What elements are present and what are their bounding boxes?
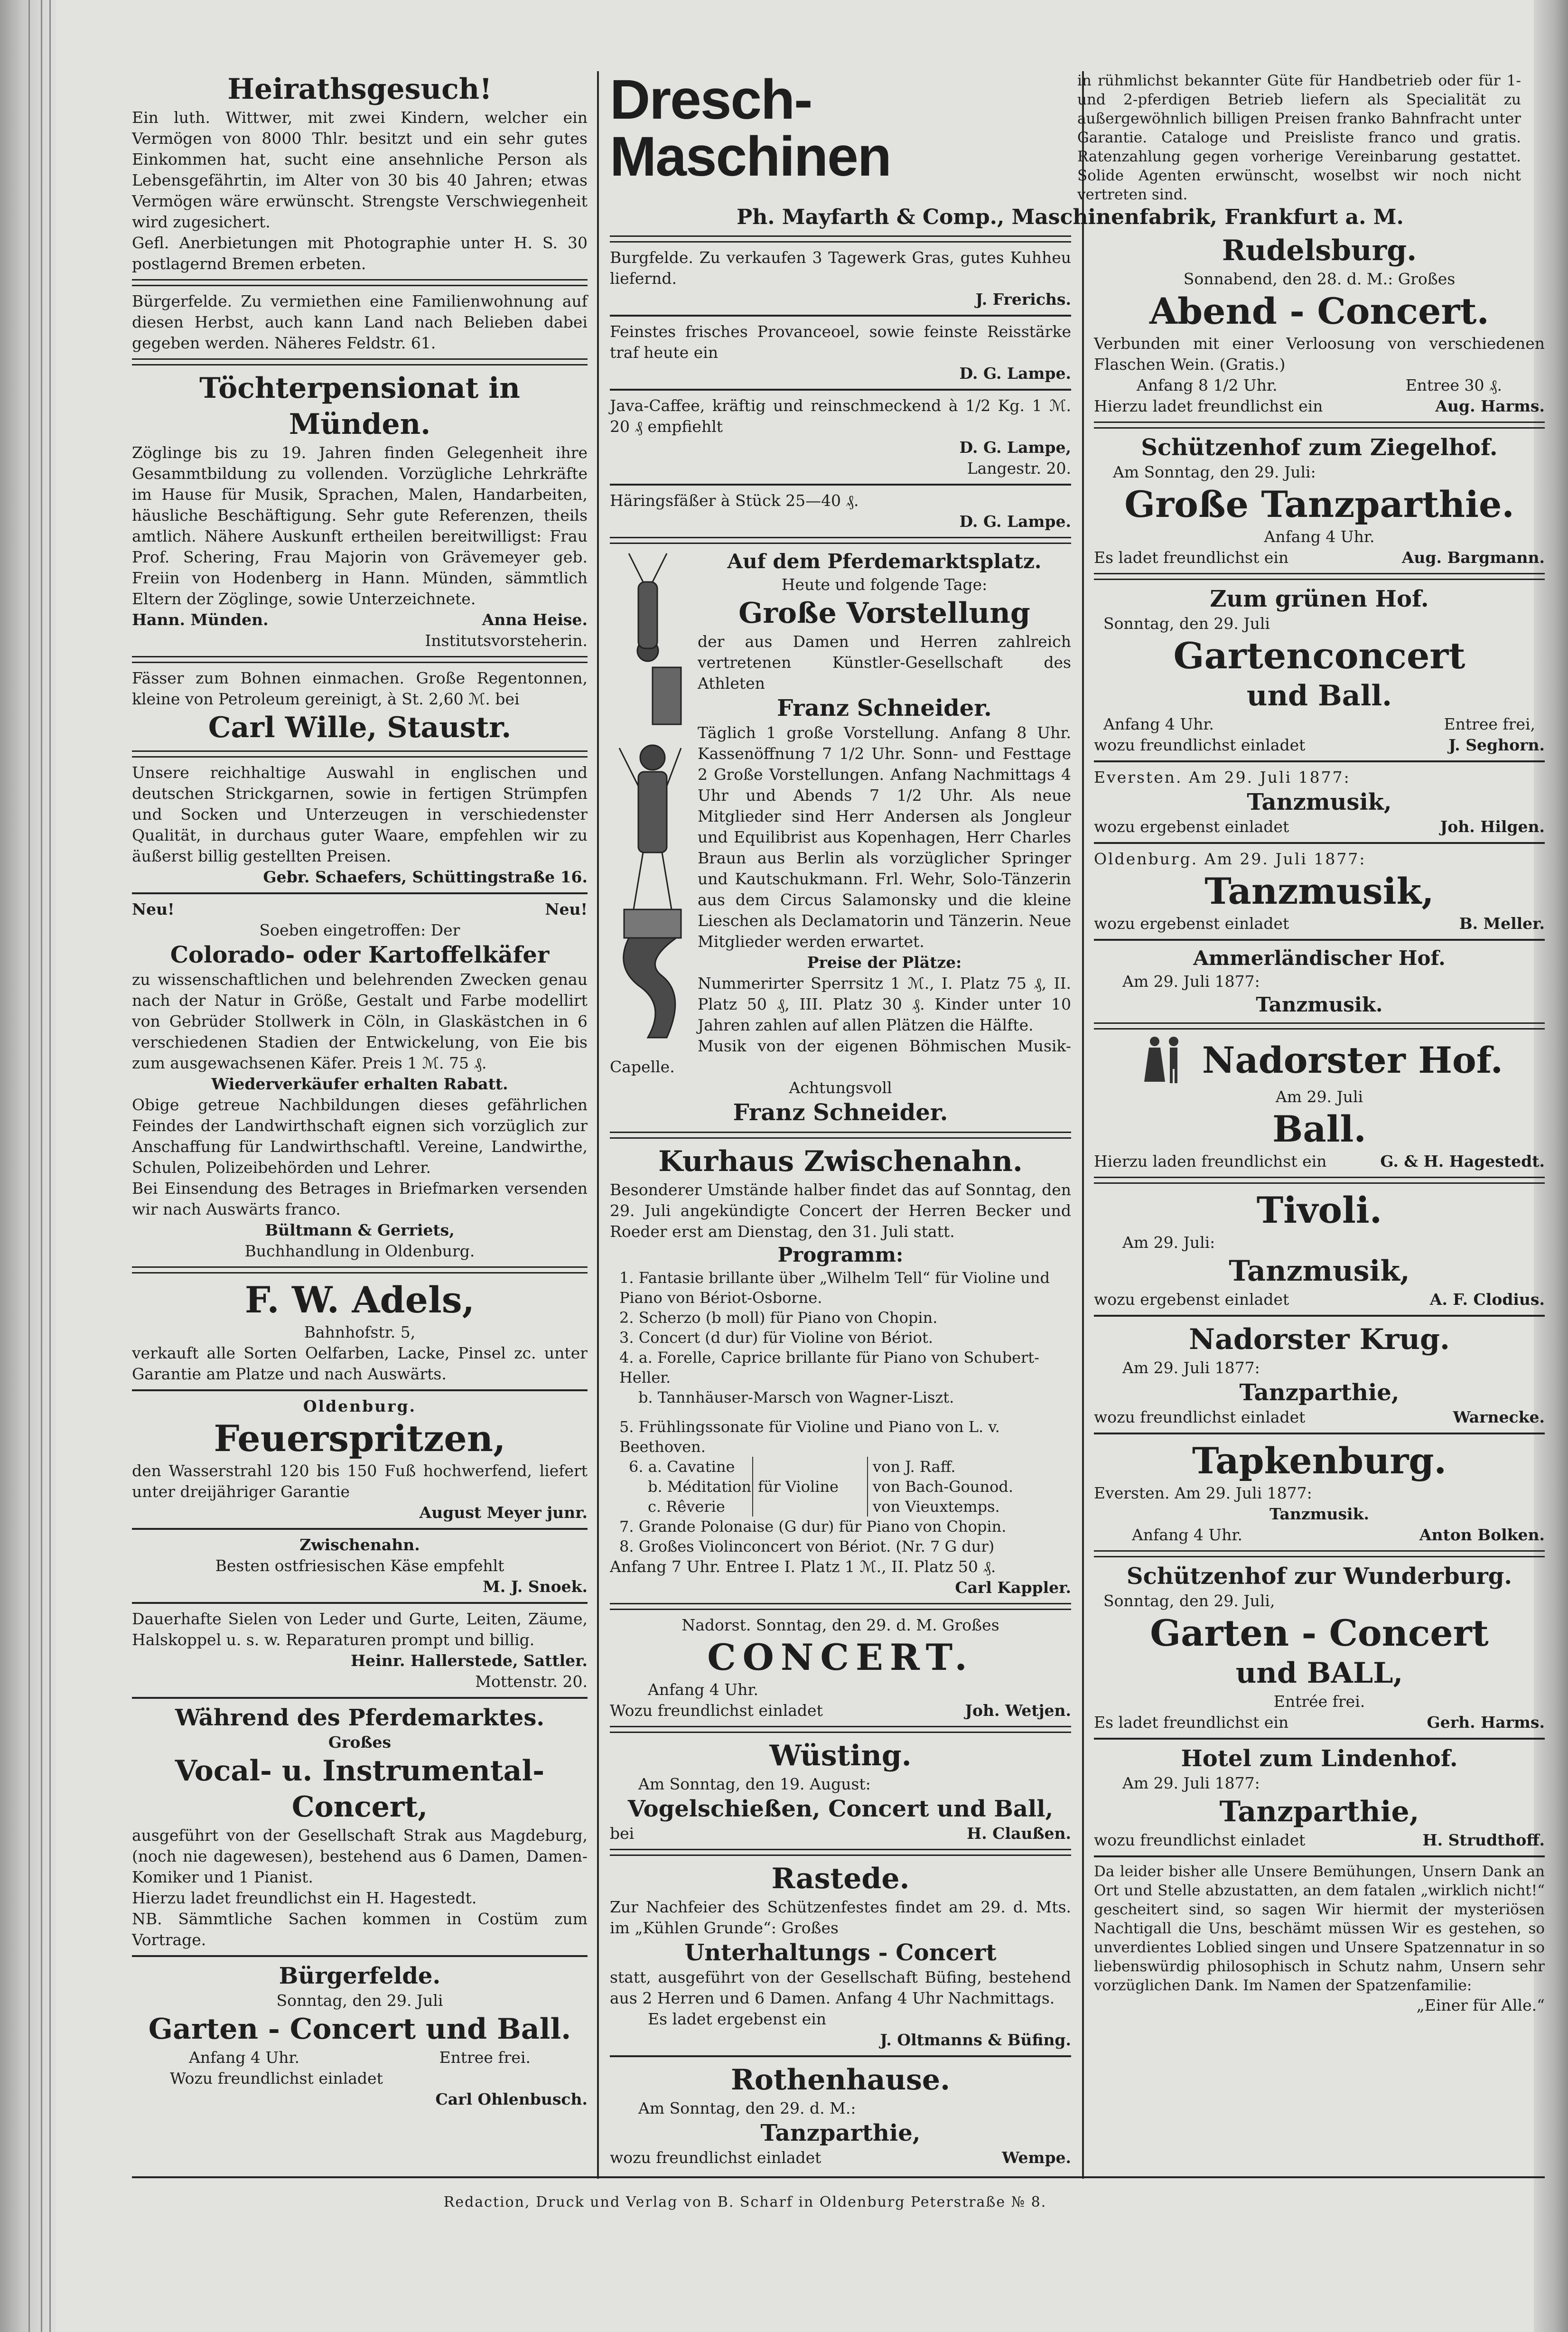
ad-body: in rühmlichst bekannter Güte für Handbetrieb oder für 1- und 2-pferdigen Betrieb liefern als Specialität zu außergewöhnlich billigen Preisen franko Bahnfracht unter Garantie. Cataloge und Preisliste franco und gratis. Ratenzahlung gegen vorherige Vereinbarung gestattet. Solide Agenten erwünscht, woselbst wir noch nicht vertreten sind. (1077, 72, 1521, 203)
ad-ziegelhof (1094, 433, 1545, 568)
program-list (610, 1268, 1071, 1556)
imprint-footer: Redaction, Druck und Verlag von B. Scharf in Oldenburg Peterstraße № 8. (443, 2194, 1047, 2210)
ad-title: Tanzmusik. (1256, 993, 1383, 1016)
ad-ammerland (1094, 946, 1545, 1018)
ad-title: Große Vorstellung (738, 597, 1030, 630)
ad-title: Tanzmusik. (1269, 1505, 1369, 1523)
ad-body: verkauft alle Sorten Oelfarben, Lacke, Pinsel zc. unter Garantie am Platze und nach Auswärts. (132, 1344, 588, 1383)
ad-body: Besonderer Umstände halber findet das auf Sonntag, den 29. Juli angekündigte Concert der Herren Becker und Roeder erst am Dienstag, den 31. Juli statt. (610, 1180, 1071, 1241)
ad-date: Sonntag, den 29. Juli (276, 1991, 443, 2010)
ad-signature: Anna Heise. (482, 610, 588, 629)
ad-address: Langestr. 20. (967, 459, 1071, 478)
ad-signature: H. Claußen. (967, 1824, 1071, 1843)
ad-invite: wozu freundlichst einladet (610, 2148, 821, 2167)
ad-faesser (132, 668, 588, 746)
ad-body: Zöglinge bis zu 19. Jahren finden Gelegenheit ihre Gesammtbildung zu vollenden. Vorzügliche Lehrkräfte im Hause für Musik, Sprachen, Malen, Handarbeiten, häusliche Beschäftigung. Sehr gute Referenzen, theils amtlich. Nähere Auskunft ertheilen bereitwilligst: Frau Prof. Schering, Frau Majorin von Grävemeyer geb. Freiin von Hodenberg in Hann. Münden, sämmtlich Eltern der Zöglinge, sowie Unterzeichnete. (132, 443, 588, 608)
ad-title: Ball. (1272, 1108, 1366, 1150)
ad-signature: Gerh. Harms. (1427, 1713, 1545, 1732)
ad-entry: Entree 30 ₰. (1405, 376, 1502, 394)
column-divider (1082, 71, 1084, 2179)
footer-rule (132, 2176, 1545, 2178)
ad-prices-title: Preise der Plätze: (807, 953, 962, 972)
ad-date: Sonnabend, den 28. d. M.: Großes (1183, 270, 1456, 288)
ad-date: Sonntag, den 29. Juli (1103, 614, 1270, 633)
ad-entry: Entree frei, (1444, 715, 1535, 733)
ad-nadorster-hof (1094, 1034, 1545, 1172)
ad-role: Institutsvorsteherin. (425, 631, 588, 650)
ad-place: Zwischenahn. (299, 1536, 420, 1554)
ad-title: Tivoli. (1256, 1189, 1382, 1231)
ad-title: Gartenconcert (1173, 635, 1465, 677)
ad-title: Heirathsgesuch! (227, 73, 492, 106)
ad-title: und Ball. (1246, 679, 1392, 712)
ad-signature: Gebr. Schaefers, Schüttingstraße 16. (263, 868, 588, 886)
ad-title: Zum grünen Hof. (1210, 586, 1429, 612)
ad-invite: Hierzu ladet freundlichst ein (1094, 397, 1323, 415)
ad-title: Nadorster Hof. (1202, 1039, 1503, 1081)
ad-title: Garten - Concert (1150, 1612, 1489, 1654)
ad-body: Ein luth. Wittwer, mit zwei Kindern, welcher ein Vermögen von 8000 Thlr. besitzt und ein sehr gutes Einkommen hat, sucht eine ansehnliche Person als Lebensgefährtin, im Alter von 30 bis 40 Jahren; etwas Vermögen wäre erwünscht. Strengste Verschwiegenheit wird zugesichert. (132, 108, 588, 231)
ad-invite: wozu freundlichst einladet (1094, 1831, 1306, 1849)
ad-title: Hotel zum Lindenhof. (1181, 1745, 1458, 1772)
ad-schaefers (132, 762, 588, 888)
ad-invite: wozu ergebenst einladet (1094, 1290, 1289, 1309)
ad-kurhaus (610, 1143, 1071, 1598)
ad-signature: Aug. Bargmann. (1401, 548, 1545, 567)
ad-signature: Anton Bolken. (1419, 1526, 1545, 1544)
ad-signature: H. Strudthoff. (1422, 1831, 1545, 1849)
neu-label: Neu! (132, 900, 175, 918)
ad-schneider (610, 549, 1071, 1127)
ad-body: Dauerhafte Sielen von Leder und Gurte, Leiten, Zäume, Halskoppel u. s. w. Reparaturen prompt und billig. (132, 1610, 588, 1649)
ad-start: Anfang 4 Uhr. (648, 1680, 759, 1699)
ad-title: Garten - Concert und Ball. (148, 2013, 571, 2046)
ad-body: den Wasserstrahl 120 bis 150 Fuß hochwerfend, liefert unter dreijähriger Garantie (132, 1461, 588, 1501)
column-1 (132, 71, 588, 2110)
ad-signature: A. F. Clodius. (1429, 1290, 1545, 1309)
ad-head: Eversten. Am 29. Juli 1877: (1094, 768, 1351, 787)
ad-date: Am 29. Juli: (1122, 1233, 1215, 1252)
column-3 (1094, 233, 1545, 2016)
ad-date: Am 29. Juli (1275, 1087, 1363, 1106)
ad-head: Oldenburg. Am 29. Juli 1877: (1094, 850, 1366, 868)
program-item: von Bach-Gounod. (873, 1478, 1014, 1496)
ad-invite: wozu freundlichst einladet (1094, 736, 1306, 754)
program-item: 6. a. Cavatine (629, 1458, 735, 1476)
ad-title: Rothenhause. (731, 2063, 950, 2097)
ad-title: F. W. Adels, (244, 1279, 475, 1321)
ad-title: Tanzmusik, (1204, 870, 1434, 912)
ad-signature: D. G. Lampe. (959, 364, 1071, 383)
ad-invite: Es ladet freundlichst ein (1094, 1713, 1289, 1732)
ad-body: Häringsfäßer à Stück 25—40 ₰. (610, 491, 859, 510)
ad-title: Große Tanzparthie. (1124, 483, 1514, 525)
ad-entry: Entree frei. (439, 2048, 531, 2067)
ad-title: Tanzparthie, (1219, 1795, 1419, 1828)
ad-invite: wozu ergebenst einladet (1094, 914, 1289, 933)
ad-date: Am 29. Juli 1877: (1122, 972, 1260, 991)
ad-hallerstede (132, 1609, 588, 1692)
ad-heirathsgesuch (132, 71, 588, 274)
ad-start: Anfang 4 Uhr. (189, 2048, 300, 2067)
program-title: Programm: (777, 1243, 904, 1266)
ad-lampe-caffee (610, 395, 1071, 479)
ad-head: Eversten. Am 29. Juli 1877: (1094, 1484, 1312, 1502)
ad-sub: Großes (328, 1733, 392, 1751)
ad-title: Kurhaus Zwischenahn. (658, 1145, 1023, 1178)
ad-intro: Soeben eingetroffen: Der (259, 921, 460, 939)
ad-body: Unsere reichhaltige Auswahl in englischen und deutschen Strickgarnen, sowie in fertigen Strümpfen und Socken und Unterzeugen in verschiedenster Qualität, in durchaus guter Waare, empfehlen wir zu äußerst billig gestellten Preisen. (132, 763, 588, 865)
ad-signature: J. Oltmanns & Büfing. (880, 2031, 1071, 2049)
ad-wunderburg (1094, 1562, 1545, 1733)
ad-toechterpensionat (132, 370, 588, 651)
program-item: 1. Fantasie brillante über „Wilhelm Tell“ für Violine und Piano von Bériot-Osborne. (619, 1269, 1050, 1307)
ad-invite: Wozu freundlichst einladet (610, 1701, 823, 1720)
ad-body: Feinstes frisches Provanceoel, sowie feinste Reisstärke traf heute ein (610, 322, 1071, 362)
ad-signature: Carl Ohlenbusch. (435, 2090, 588, 2108)
ad-signature: Warnecke. (1453, 1408, 1545, 1426)
ad-colorado (132, 899, 588, 1262)
ad-feuerspritzen (132, 1396, 588, 1523)
ad-signature: B. Meller. (1459, 914, 1545, 933)
ad-gruener-hof (1094, 585, 1545, 756)
ad-invite: wozu freundlichst einladet (1094, 1408, 1306, 1426)
ad-rudelsburg (1094, 233, 1545, 417)
neu-label: Neu! (545, 900, 588, 918)
ad-oldenburg-tanz (1094, 849, 1545, 934)
ad-body: Burgfelde. Zu verkaufen 3 Tagewerk Gras, gutes Kuhheu liefernd. (610, 248, 1071, 288)
ad-lampe-oel (610, 321, 1071, 384)
ad-lampe-haering (610, 490, 1071, 532)
ad-vocal-concert (132, 1704, 588, 1950)
ad-sub: Heute und folgende Tage: (781, 575, 988, 594)
ad-title: Tanzmusik, (1247, 789, 1392, 815)
ad-title: CONCERT. (707, 1636, 974, 1678)
dancing-couple-icon (1136, 1034, 1193, 1086)
ad-title: Concert, (291, 1790, 428, 1824)
ad-title: Wüsting. (769, 1739, 912, 1772)
program-item: b. Méditation (648, 1478, 752, 1496)
ad-date: Am Sonntag, den 19. August: (638, 1775, 871, 1793)
ad-title: Rastede. (771, 1862, 910, 1895)
ad-title: Rudelsburg. (1222, 234, 1417, 267)
ad-signature: M. J. Snoek. (483, 1577, 588, 1596)
ad-tivoli (1094, 1189, 1545, 1310)
ad-body: Fässer zum Bohnen einmachen. Große Regentonnen, kleine von Petroleum gereinigt, à St. 2,60 ℳ. bei (132, 669, 588, 708)
program-item: 3. Concert (d dur) für Violine von Bériot. (619, 1329, 933, 1347)
ad-body: Gefl. Anerbietungen mit Photographie unter H. S. 30 postlagernd Bremen erbeten. (132, 234, 588, 273)
ad-signature: D. G. Lampe. (959, 512, 1071, 531)
ad-signature: Joh. Hilgen. (1440, 817, 1545, 836)
ad-signature: Aug. Harms. (1435, 397, 1545, 415)
column-divider (597, 71, 599, 2179)
ad-signature: Bültmann & Gerriets, (265, 1221, 455, 1239)
ad-place: Hann. Münden. (132, 610, 269, 629)
ad-body: Täglich 1 große Vorstellung. Anfang 8 Uhr. Kassenöffnung 7 1/2 Uhr. Sonn- und Festtage 2 Große Vorstellungen. Anfang Nachmittags 4 Uhr und Abends 7 1/2 Uhr. Als neue Mitglieder sind Herr Andersen als Jongleur und Equilibrist aus Kopenhagen, Herr Charles Braun aus Berlin als vorzüglicher Springer und Kautschukmann. Frl. Wehr, Solo-Tänzerin aus dem Circus Salamonsky und die kleine Lieschen als Declamatorin und Tänzerin. Neue Mitglieder werden erwartet. (698, 723, 1071, 951)
ad-signature: Ph. Mayfarth & Comp., Maschinenfabrik, Frankfurt a. M. (737, 205, 1404, 229)
ad-nadorster-krug (1094, 1321, 1545, 1428)
program-item: von J. Raff. (873, 1458, 956, 1476)
ad-eversten (1094, 767, 1545, 837)
program-item: von Vieuxtemps. (873, 1498, 1000, 1516)
ad-title: Dresch-Maschinen (610, 68, 891, 188)
ad-signature: Buchhandlung in Oldenburg. (244, 1242, 475, 1260)
ad-place: Oldenburg. (303, 1397, 417, 1415)
ad-body: Da leider bisher alle Unsere Bemühungen, Unsern Dank an Ort und Stelle abzustatten, an dem fatalen „wirklich nicht!“ gescheitert sind, so sagen Wir hiermit der mysteriösen Nachtigall die Uns, beschämt müssen Wir es gestehen, so unverdientes Loblied singen und Unsere Spatzennatur in so liebenswürdig philosophisch in Schutz nahm, Unsern sehr vorzüglichen Dank. Im Namen der Spatzenfamilie: (1094, 1863, 1545, 1994)
ad-title: Unterhaltungs - Concert (684, 1939, 997, 1966)
ad-spatzen (1094, 1862, 1545, 2016)
ad-title: Tanzparthie, (1239, 1379, 1400, 1406)
ad-invite: Es ladet freundlichst ein (1094, 548, 1289, 567)
ad-entry: Entrée frei. (1273, 1692, 1365, 1711)
ad-body: Bürgerfelde. Zu vermiethen eine Familienwohnung auf diesen Herbst, auch kann Land nach Belieben dabei gegeben werden. Näheres Feldstr. 61. (132, 292, 588, 352)
ad-invite: Es ladet ergebenst ein (648, 2010, 827, 2028)
ad-invite: wozu ergebenst einladet (1094, 817, 1289, 836)
ad-title: Ammerländischer Hof. (1193, 946, 1446, 970)
ad-signature: Carl Kappler. (955, 1578, 1071, 1597)
program-item: 4. a. Forelle, Caprice brillante für Piano von Schubert-Heller. (619, 1349, 1039, 1386)
ad-lindenhof (1094, 1744, 1545, 1851)
ad-signature: J. Frerichs. (975, 290, 1071, 309)
ad-signature: „Einer für Alle.“ (1416, 1996, 1545, 2014)
ad-title: Vocal- u. Instrumental- (175, 1754, 545, 1788)
ad-signature: August Meyer junr. (419, 1503, 588, 1522)
ad-signature: Wempe. (1002, 2148, 1071, 2167)
ad-title: Vogelschießen, Concert und Ball, (627, 1796, 1054, 1822)
ad-signature: Franz Schneider. (733, 1099, 948, 1126)
ad-rabatt: Wiederverkäufer erhalten Rabatt. (211, 1075, 508, 1093)
ad-signature: J. Seghorn. (1448, 736, 1545, 754)
program-item: 7. Grande Polonaise (G dur) für Piano von Chopin. (619, 1517, 1007, 1536)
program-item: 5. Frühlingssonate für Violine und Piano von L. v. Beethoven. (619, 1418, 1000, 1456)
ad-title: Tanzmusik, (1229, 1255, 1410, 1288)
ad-date: Am Sonntag, den 29. Juli: (1113, 463, 1316, 481)
acrobat-illustration (610, 549, 693, 1042)
ad-invite: Wozu freundlichst einladet (170, 2069, 383, 2088)
ad-title: Feuerspritzen, (214, 1417, 506, 1460)
ad-adels (132, 1278, 588, 1385)
ad-body: NB. Sämmtliche Sachen kommen in Costüm zum Vortrage. (132, 1910, 588, 1949)
ad-buergerfelde-wohnung (132, 291, 588, 354)
program-item: c. Rêverie (648, 1498, 725, 1516)
ad-respect: Achtungsvoll (789, 1078, 892, 1097)
ad-invite: Hierzu laden freundlichst ein (1094, 1152, 1327, 1171)
ad-dresch-maschinen (610, 68, 1559, 231)
ad-pre: bei (610, 1824, 635, 1843)
ad-body: Obige getreue Nachbildungen dieses gefährlichen Feindes der Landwirthschaft eignen sich vorzüglich zur Anschaffung für Landwirthschaftl. Vereine, Landwirthe, Schulen, Polizeibehörden und Lehrer. (132, 1096, 588, 1177)
ad-title: Töchterpensionat in Münden. (199, 372, 520, 441)
ad-signature: Heinr. Hallerstede, Sattler. (351, 1651, 588, 1670)
ad-date: Am 29. Juli 1877: (1122, 1358, 1260, 1377)
ad-nadorst-concert (610, 1615, 1071, 1721)
ad-burgfelde (610, 247, 1071, 310)
ad-rastede (610, 1861, 1071, 2051)
program-item: 8. Großes Violinconcert von Bériot. (Nr. 7 G dur) (619, 1537, 995, 1555)
ad-zwischenahn-kaese (132, 1535, 588, 1597)
ad-title: Abend - Concert. (1149, 290, 1489, 332)
ad-name: Carl Wille, Staustr. (208, 711, 512, 744)
ad-body: Bei Einsendung des Betrages in Briefmarken versenden wir nach Auswärts franco. (132, 1179, 588, 1218)
ad-start: Anfang 8 1/2 Uhr. (1137, 376, 1278, 394)
ad-address: Mottenstr. 20. (475, 1672, 588, 1691)
ad-date: Am 29. Juli 1877: (1122, 1774, 1260, 1792)
ad-title: Nadorster Krug. (1189, 1323, 1450, 1356)
ad-signature: Joh. Wetjen. (965, 1701, 1071, 1720)
ad-body: der aus Damen und Herren zahlreich vertretenen Künstler-Gesellschaft des Athleten (698, 632, 1071, 693)
ad-title: Tapkenburg. (1192, 1440, 1447, 1482)
ad-prices: Nummerirter Sperrsitz 1 ℳ., I. Platz 75 ₰, II. Platz 50 ₰, III. Platz 30 ₰. Kinder unter 10 Jahren zahlen auf allen Plätzen die Hälfte. (698, 974, 1071, 1034)
ad-body: statt, ausgeführt von der Gesellschaft Büfing, bestehend aus 2 Herren und 6 Damen. Anfang 4 Uhr Nachmittags. (610, 1968, 1071, 2007)
ad-title: und BALL, (1235, 1657, 1403, 1690)
ad-title: Bürgerfelde. (279, 1963, 441, 1989)
ad-address: Bahnhofstr. 5, (304, 1323, 416, 1341)
ad-name: Franz Schneider. (777, 695, 992, 721)
ad-title: Auf dem Pferdemarktsplatz. (727, 550, 1042, 573)
ad-title: Schützenhof zur Wunderburg. (1126, 1563, 1512, 1590)
ad-title: Während des Pferdemarktes. (175, 1705, 545, 1731)
ad-date: Sonntag, den 29. Juli, (1103, 1592, 1275, 1610)
ad-date: Am Sonntag, den 29. d. M.: (638, 2099, 856, 2117)
ad-tapkenburg (1094, 1439, 1545, 1545)
ad-head: Nadorst. Sonntag, den 29. d. M. Großes (681, 1616, 999, 1634)
program-item: 2. Scherzo (b moll) für Piano von Chopin. (619, 1309, 938, 1327)
ad-rothenhause (610, 2062, 1071, 2168)
ad-body: Zur Nachfeier des Schützenfestes findet am 29. d. Mts. im „Kühlen Grunde“: Großes (610, 1898, 1071, 1937)
ad-buergerfelde-concert (132, 1962, 588, 2110)
ad-signature: D. G. Lampe, (959, 438, 1071, 457)
ad-title: Colorado- oder Kartoffelkäfer (170, 942, 550, 968)
ad-start: Anfang 4 Uhr. (1264, 527, 1375, 546)
ad-start: Anfang 4 Uhr. (1103, 715, 1214, 733)
ad-title: Schützenhof zum Ziegelhof. (1141, 434, 1498, 461)
ad-entry: Anfang 7 Uhr. Entree I. Platz 1 ℳ., II. Platz 50 ₰. (610, 1557, 996, 1576)
ad-body: Besten ostfriesischen Käse empfehlt (215, 1556, 504, 1575)
program-item: für Violine (752, 1457, 868, 1517)
ad-music: Musik von der eigenen Böhmischen Musik-Capelle. (610, 1037, 1071, 1076)
program-item: b. Tannhäuser-Marsch von Wagner-Liszt. (638, 1388, 954, 1406)
ad-body: Java-Caffee, kräftig und reinschmeckend à 1/2 Kg. 1 ℳ. 20 ₰ empfiehlt (610, 396, 1071, 436)
ad-body: Hierzu ladet freundlichst ein H. Hagestedt. (132, 1889, 477, 1907)
ad-body: zu wissenschaftlichen und belehrenden Zwecken genau nach der Natur in Größe, Gestalt und Farbe modellirt von Gebrüder Stollwerk in Cöln, in Glaskästchen in 6 verschiedenen Stadien der Entwickelung, von Eie bis zum ausgewachsenen Käfer. Preis 1 ℳ. 75 ₰. (132, 970, 588, 1072)
ad-start: Anfang 4 Uhr. (1132, 1526, 1243, 1544)
ad-signature: G. & H. Hagestedt. (1380, 1152, 1545, 1171)
ad-body: Verbunden mit einer Verloosung von verschiedenen Flaschen Wein. (Gratis.) (1094, 334, 1545, 374)
ad-title: Tanzparthie, (760, 2120, 921, 2146)
ad-body: ausgeführt von der Gesellschaft Strak aus Magdeburg, (noch nie dagewesen), bestehend aus 6 Damen, Damen-Komiker und 1 Pianist. (132, 1826, 588, 1886)
binding-edge (0, 0, 56, 2332)
ad-wuesting (610, 1738, 1071, 1844)
